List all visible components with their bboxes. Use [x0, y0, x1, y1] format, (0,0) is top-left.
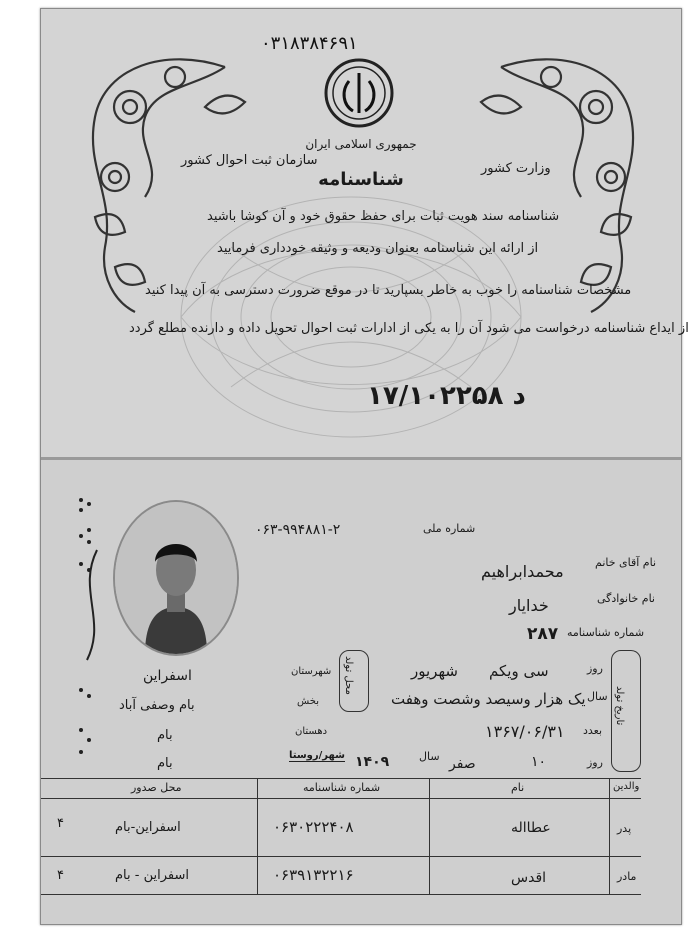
birth-village: بام: [157, 756, 173, 771]
birth-city: اسفراین: [143, 668, 192, 684]
rural-label: دهستان: [295, 726, 328, 737]
side-ornament-icon: [67, 490, 107, 760]
national-id-label: شماره ملی: [423, 522, 476, 535]
row-code: ۴: [57, 816, 64, 831]
row-name: عطااله: [511, 820, 551, 836]
serial-number: ۰۳۱۸۳۸۴۶۹۱: [261, 33, 358, 54]
name-label: نام آقای خانم: [595, 556, 657, 569]
birth-place-section-label: محل تولد: [343, 656, 354, 695]
col-cert-header: شماره شناسنامه: [303, 781, 381, 794]
first-name: محمدابراهیم: [481, 562, 564, 581]
notice-line-2: از ارائه این شناسنامه بعنوان ودیعه و وثیقه خودداری فرمایید: [217, 241, 539, 256]
row-cert: ۰۶۳۰۲۲۲۴۰۸: [273, 818, 354, 836]
document-title: شناسنامه: [318, 169, 404, 190]
issue-year-label: سال: [419, 750, 440, 763]
national-id-number: ۰۶۳-۹۹۴۸۸۱-۲: [255, 522, 341, 538]
birth-date-numeric: ۱۳۶۷/۰۶/۳۱: [485, 722, 565, 741]
republic-label: جمهوری اسلامی ایران: [305, 137, 417, 151]
row-cert: ۰۶۳۹۱۳۲۲۱۶: [273, 866, 354, 884]
surname: خدایار: [509, 596, 549, 615]
row-name: اقدس: [511, 870, 547, 886]
organization-label: سازمان ثبت احوال کشور: [181, 153, 318, 168]
document-number: د ۱۷/۱۰۲۲۵۸: [367, 381, 526, 411]
birth-year-words: یک هزار وسیصد وشصت وهفت: [391, 690, 586, 708]
city-label: شهرستان: [291, 666, 332, 677]
row-place: اسفراین-بام: [115, 820, 181, 835]
national-emblem-icon: [323, 57, 395, 129]
row-role: پدر: [617, 822, 632, 835]
row-place: اسفراین - بام: [115, 868, 189, 883]
cert-number: ۲۸۷: [527, 624, 559, 644]
row-role: مادر: [617, 870, 637, 883]
person-portrait-icon: [115, 502, 237, 654]
birth-date-section-label: تاریخ تولد: [614, 686, 625, 726]
cover-inner-page: [41, 27, 689, 457]
col-place-header: محل صدور: [131, 781, 182, 794]
col-name-header: نام: [511, 781, 525, 794]
birth-rural: بام: [157, 728, 173, 743]
holder-photo: [113, 500, 239, 656]
id-booklet: [40, 8, 689, 925]
surname-label: نام خانوادگی: [597, 592, 655, 605]
issue-year: ۱۴۰۹: [355, 754, 390, 770]
col-role-header: والدین: [613, 781, 640, 792]
birth-month: شهریور: [411, 662, 458, 680]
issue-day: ۱۰: [531, 754, 547, 770]
village-label: شهر/روستا: [289, 750, 345, 761]
birth-day-label: روز: [587, 662, 603, 675]
row-code: ۴: [57, 868, 64, 883]
parents-table: [41, 778, 641, 894]
notice-line-3: مشخصات شناسنامه را خوب به خاطر بسپارید تا در موقع ضرورت دسترسی به آن پیدا کنید: [145, 283, 632, 298]
issue-day-label: روز: [587, 756, 603, 769]
district-label: بخش: [297, 696, 319, 707]
notice-line-4: از ایداع شناسنامه درخواست می شود آن را به یکی از ادارات ثبت احوال تحویل داده و دارنده مطلع گردد: [129, 321, 689, 336]
issue-month: صفر: [449, 756, 476, 772]
identity-page: [41, 460, 681, 924]
ministry-label: وزارت کشور: [481, 161, 551, 176]
cert-number-label: شماره شناسنامه: [567, 626, 645, 639]
birth-year-label: سال: [587, 690, 608, 703]
birth-district: بام وصفی آباد: [119, 698, 195, 713]
notice-line-1: شناسنامه سند هویت ثبات برای حفظ حقوق خود و آن کوشا باشید: [207, 209, 560, 224]
birth-day: سی ویکم: [489, 662, 549, 680]
birth-numeric-label: بعدد: [583, 724, 603, 737]
